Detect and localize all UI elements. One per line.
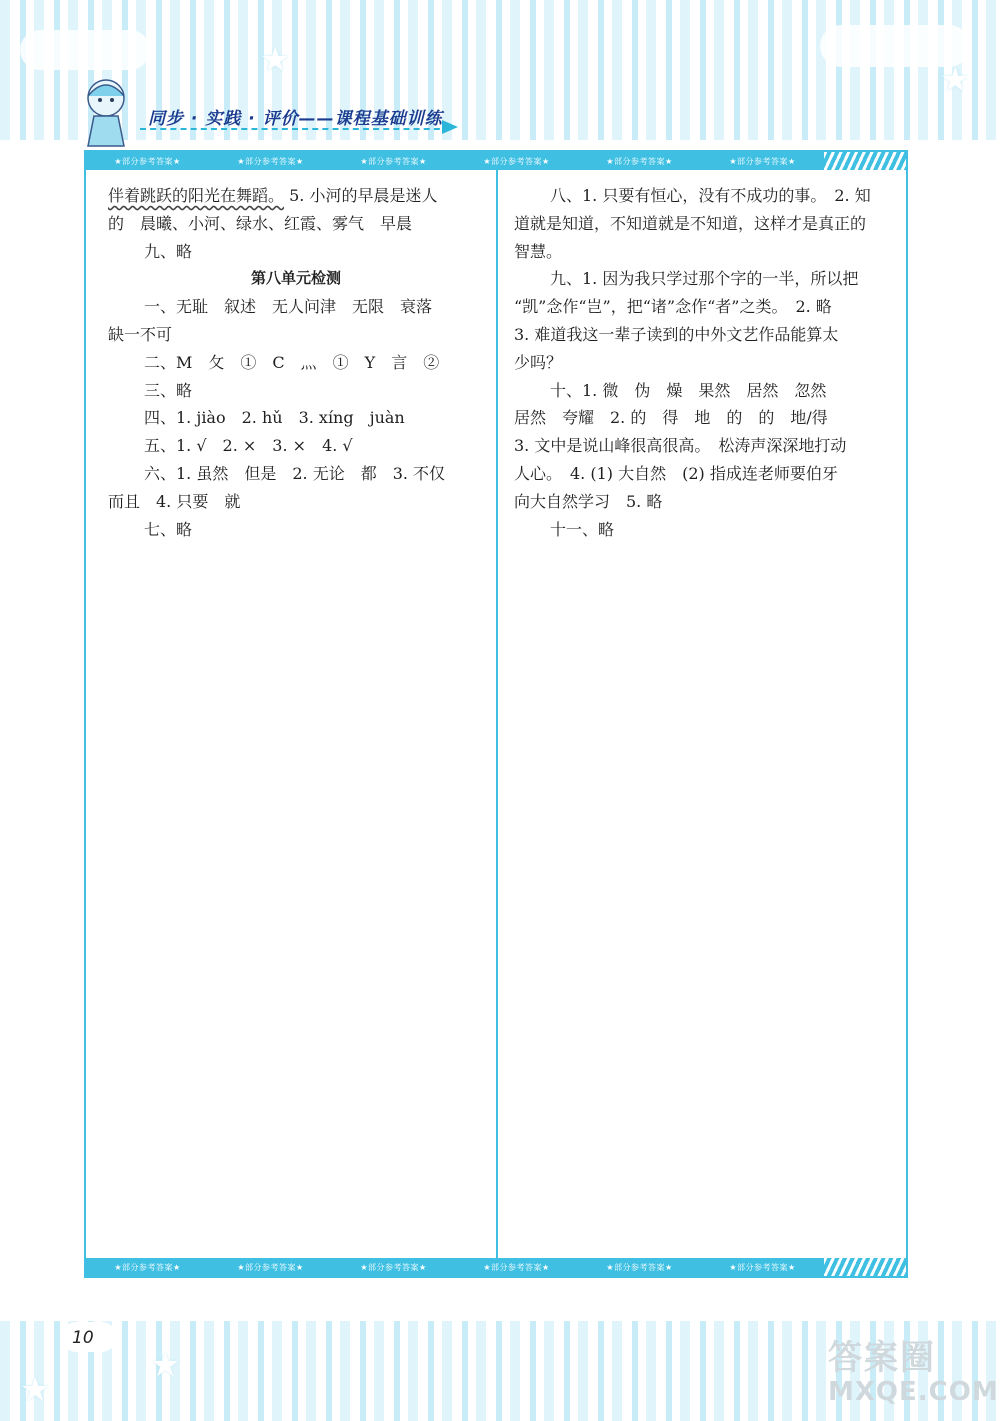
- answer-line: 3. 文中是说山峰很高很高。 松涛声深深地打动: [514, 436, 847, 456]
- answer-line: 八、1. 只要有恒心，没有不成功的事。 2. 知: [550, 186, 871, 205]
- answer-line: 四、1. jiào 2. hǔ 3. xíng juàn: [144, 408, 405, 428]
- answer-line: [108, 182, 484, 210]
- top-band: [86, 152, 906, 170]
- answer-line: 二、M 攵 ① C 灬 ① Y 言 ②: [144, 352, 440, 372]
- band-label: ★部分参考答案★: [483, 1262, 550, 1272]
- answer-line: 道就是知道，不知道就是不知道，这样才是真正的: [514, 213, 867, 233]
- answer-line: 缺一不可: [108, 324, 173, 344]
- answer-line: 的 晨曦、小河、绿水、红霞、雾气 早晨: [108, 213, 413, 233]
- answer-line: 而且 4. 只要 就: [108, 491, 241, 511]
- band-label: ★部分参考答案★: [729, 1262, 796, 1272]
- answer-line: 九、1. 因为我只学过那个字的一半，所以把: [550, 269, 859, 289]
- cloud-decoration: [20, 30, 150, 70]
- bottom-band: [86, 1258, 906, 1276]
- band-label: ★部分参考答案★: [360, 1262, 427, 1272]
- answer-line: 智慧。: [514, 241, 563, 261]
- left-column: [108, 182, 484, 543]
- header-title: 同步 · 实践 · 评价——课程基础训练: [148, 109, 443, 129]
- answer-line: 七、略: [144, 519, 193, 539]
- answer-line: 六、1. 虽然 但是 2. 无论 都 3. 不仅: [144, 463, 446, 483]
- band-label: ★部分参考答案★: [114, 1262, 181, 1272]
- underlined-sentence: 伴着跳跃的阳光在舞蹈。: [108, 186, 285, 205]
- hatch-decoration: [824, 152, 906, 170]
- right-column: [514, 182, 890, 543]
- band-label: ★部分参考答案★: [360, 156, 427, 166]
- answer-line: 居然 夸耀 2. 的 得 地 的 的 地/得: [514, 408, 828, 428]
- answer-line: 向大自然学习 5. 略: [514, 491, 663, 511]
- star-icon: ★: [940, 60, 971, 100]
- header-underline: [140, 128, 450, 130]
- section-title: 第八单元检测: [250, 269, 341, 288]
- answer-line: 十、1. 微 伪 燥 果然 居然 忽然: [550, 380, 827, 400]
- band-label: ★部分参考答案★: [483, 156, 550, 166]
- band-label: ★部分参考答案★: [237, 1262, 304, 1272]
- arrow-icon: [442, 120, 458, 134]
- band-label: ★部分参考答案★: [237, 156, 304, 166]
- answer-line: 人心。 4. (1) 大自然 (2) 指成连老师要伯牙: [514, 463, 838, 483]
- answer-line: “凯”念作“岂”，把“诸”念作“者”之类。 2. 略: [514, 297, 832, 317]
- answer-line: 三、略: [144, 380, 193, 400]
- mascot-illustration: [78, 76, 138, 148]
- page-number: 10: [72, 1328, 94, 1348]
- watermark-line-1: 答案圈: [828, 1338, 936, 1378]
- watermark-logo: [828, 1330, 999, 1407]
- band-label: ★部分参考答案★: [729, 156, 796, 166]
- column-divider: [496, 170, 498, 1260]
- answer-panel: [84, 150, 908, 1278]
- band-label: ★部分参考答案★: [606, 156, 673, 166]
- answer-line: 少吗？: [514, 352, 563, 372]
- hatch-decoration: [824, 1258, 906, 1276]
- band-label: ★部分参考答案★: [114, 156, 181, 166]
- band-label: ★部分参考答案★: [606, 1262, 673, 1272]
- star-icon: ★: [150, 1345, 181, 1385]
- answer-line: 九、略: [144, 241, 193, 261]
- star-icon: ★: [20, 1370, 51, 1410]
- answer-text: 5. 小河的早晨是迷人: [289, 186, 438, 205]
- star-icon: ★: [260, 40, 291, 80]
- answer-line: 3. 难道我这一辈子读到的中外文艺作品能算太: [514, 324, 839, 344]
- answer-line: 一、无耻 叙述 无人问津 无限 衰落: [144, 297, 433, 317]
- watermark-line-2: MXQE.COM: [828, 1377, 999, 1407]
- answer-line: 十一、略: [550, 519, 615, 539]
- answer-line: 五、1. √ 2. × 3. × 4. √: [144, 436, 353, 456]
